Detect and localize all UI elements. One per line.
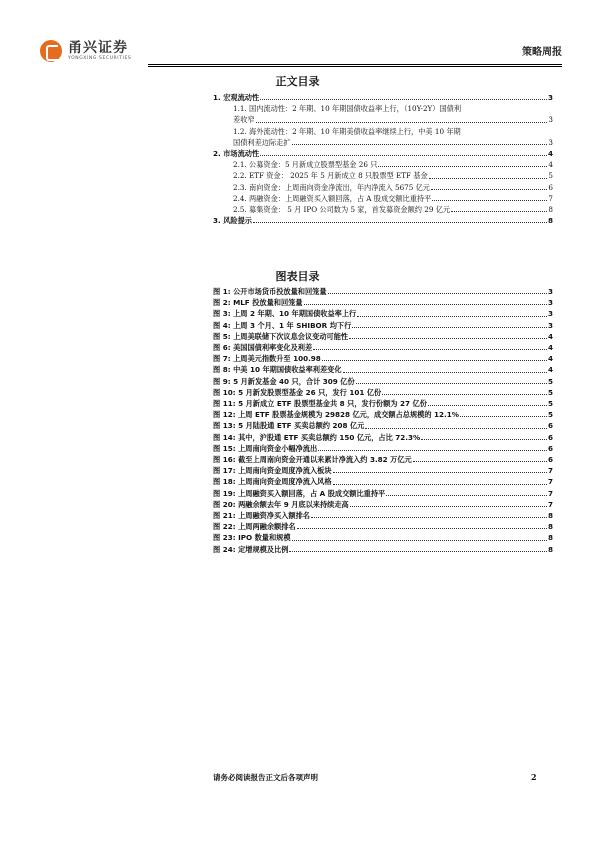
- figure-list-entry[interactable]: 图 2: MLF 投放量和回笼量 3: [213, 298, 553, 308]
- figure-list-entry[interactable]: 图 24: 定增规模及比例 8: [213, 544, 553, 554]
- figure-list-entry[interactable]: 图 19: 上周融资买入额回落，占 A 股成交额比重持平 7: [213, 488, 553, 498]
- figure-list-entry[interactable]: 图 10: 5 月新发股票型基金 26 只，发行 101 亿份 5: [213, 387, 553, 397]
- figure-list-entry[interactable]: 图 9: 5 月新发基金 40 只，合计 309 亿份 5: [213, 376, 553, 386]
- toc-entry[interactable]: 2.1. 公募资金：5 月新成立股票型基金 26 只 4: [233, 160, 553, 170]
- toc-entry[interactable]: 2.3. 南向资金：上周南向资金净流出，年内净流入 5675 亿元 6: [233, 182, 553, 192]
- toc-entry[interactable]: 2.2. ETF 资金： 2025 年 5 月新成立 8 只股票型 ETF 基金 5: [233, 171, 553, 181]
- toc-entry[interactable]: 1.1. 国内流动性：2 年期、10 年期国债收益率上行，（10Y-2Y）国债利 差收窄 3: [233, 104, 553, 125]
- figure-list-entry[interactable]: 图 15: 上周南向资金小幅净流出 6: [213, 443, 553, 453]
- footer-disclaimer: 请务必阅读报告正文后各项声明: [213, 773, 318, 782]
- figure-list-entry[interactable]: 图 11: 5 月新成立 ETF 股票型基金共 8 只，发行份额为 27 亿份 5: [213, 399, 553, 409]
- figure-list-entry[interactable]: 图 7: 上周美元指数升至 100.98 4: [213, 354, 553, 364]
- figure-list-entry[interactable]: 图 1: 公开市场货币投放量和回笼量 3: [213, 287, 553, 296]
- logo-icon: [40, 40, 62, 62]
- figure-list-entry[interactable]: 图 4: 上周 3 个月、1 年 SHIBOR 均下行 3: [213, 320, 553, 330]
- figure-list-entry[interactable]: 图 16: 截至上周南向资金开通以来累计净流入约 3.82 万亿元 6: [213, 455, 553, 465]
- figure-list-entry[interactable]: 图 18: 上周南向资金周度净流入风格 7: [213, 477, 553, 487]
- figure-list-entry[interactable]: 图 17: 上周南向资金周度净流入板块 7: [213, 466, 553, 476]
- figure-list-entry[interactable]: 图 3: 上周 2 年期、10 年期国债收益率上行 3: [213, 309, 553, 319]
- toc-entry[interactable]: 2.5. 募集资金： 5 月 IPO 公司数为 5 家，首发募资金额约 29 亿元 8: [233, 205, 553, 215]
- report-type-label: 策略周报: [522, 47, 562, 58]
- toc-entry[interactable]: 2. 市场流动性 4: [213, 149, 553, 159]
- header-divider: [148, 64, 562, 65]
- logo-name-en: YONGXING SECURITIES: [68, 55, 132, 61]
- table-of-contents: [213, 92, 553, 226]
- figure-list-title: 图表目录: [275, 270, 320, 283]
- toc-entry[interactable]: 1. 宏观流动性 3: [213, 93, 553, 102]
- page-header: [40, 40, 562, 70]
- figure-list-entry[interactable]: 图 13: 5 月陆股通 ETF 买卖总额约 208 亿元 6: [213, 421, 553, 431]
- figure-list-entry[interactable]: 图 14: 其中，沪股通 ETF 买卖总额约 150 亿元，占比 72.3% 6: [213, 432, 553, 442]
- figure-list-entry[interactable]: 图 6: 美国国债利率变化及利差 4: [213, 343, 553, 353]
- toc-entry[interactable]: 2.4. 两融资金：上周融资买入额回落，占 A 股成交额比重持平 7: [233, 193, 553, 203]
- figure-list-entry[interactable]: 图 5: 上周美联储下次议息会议变动可能性 4: [213, 331, 553, 341]
- toc-entry[interactable]: 1.2. 海外流动性：2 年期、10 年期美债收益率继续上行，中美 10 年期 国债利差边际走扩 3: [233, 126, 553, 147]
- toc-entry[interactable]: 3. 风险提示 8: [213, 216, 553, 226]
- figure-list-entry[interactable]: 图 8: 中美 10 年期国债收益率利差变化 4: [213, 365, 553, 375]
- logo-name-cn: 甬兴证券: [68, 39, 128, 56]
- figure-list-entry[interactable]: 图 21: 上周融资净买入额排名 8: [213, 511, 553, 521]
- figure-list-entry[interactable]: 图 22: 上周两融余额排名 8: [213, 522, 553, 532]
- figure-list-entry[interactable]: 图 12: 上周 ETF 股票基金规模为 29828 亿元，成交额占总规模的 12.1% 5: [213, 410, 553, 420]
- page-number: 2: [531, 772, 537, 782]
- header-divider-thin: [148, 66, 562, 67]
- figure-list-entry[interactable]: 图 23: IPO 数量和规模 8: [213, 533, 553, 543]
- toc-title: 正文目录: [275, 75, 320, 88]
- figure-list-entry[interactable]: 图 20: 两融余额去年 9 月底以来持续走高 7: [213, 499, 553, 509]
- company-logo: [40, 40, 131, 62]
- figure-list: [213, 286, 553, 555]
